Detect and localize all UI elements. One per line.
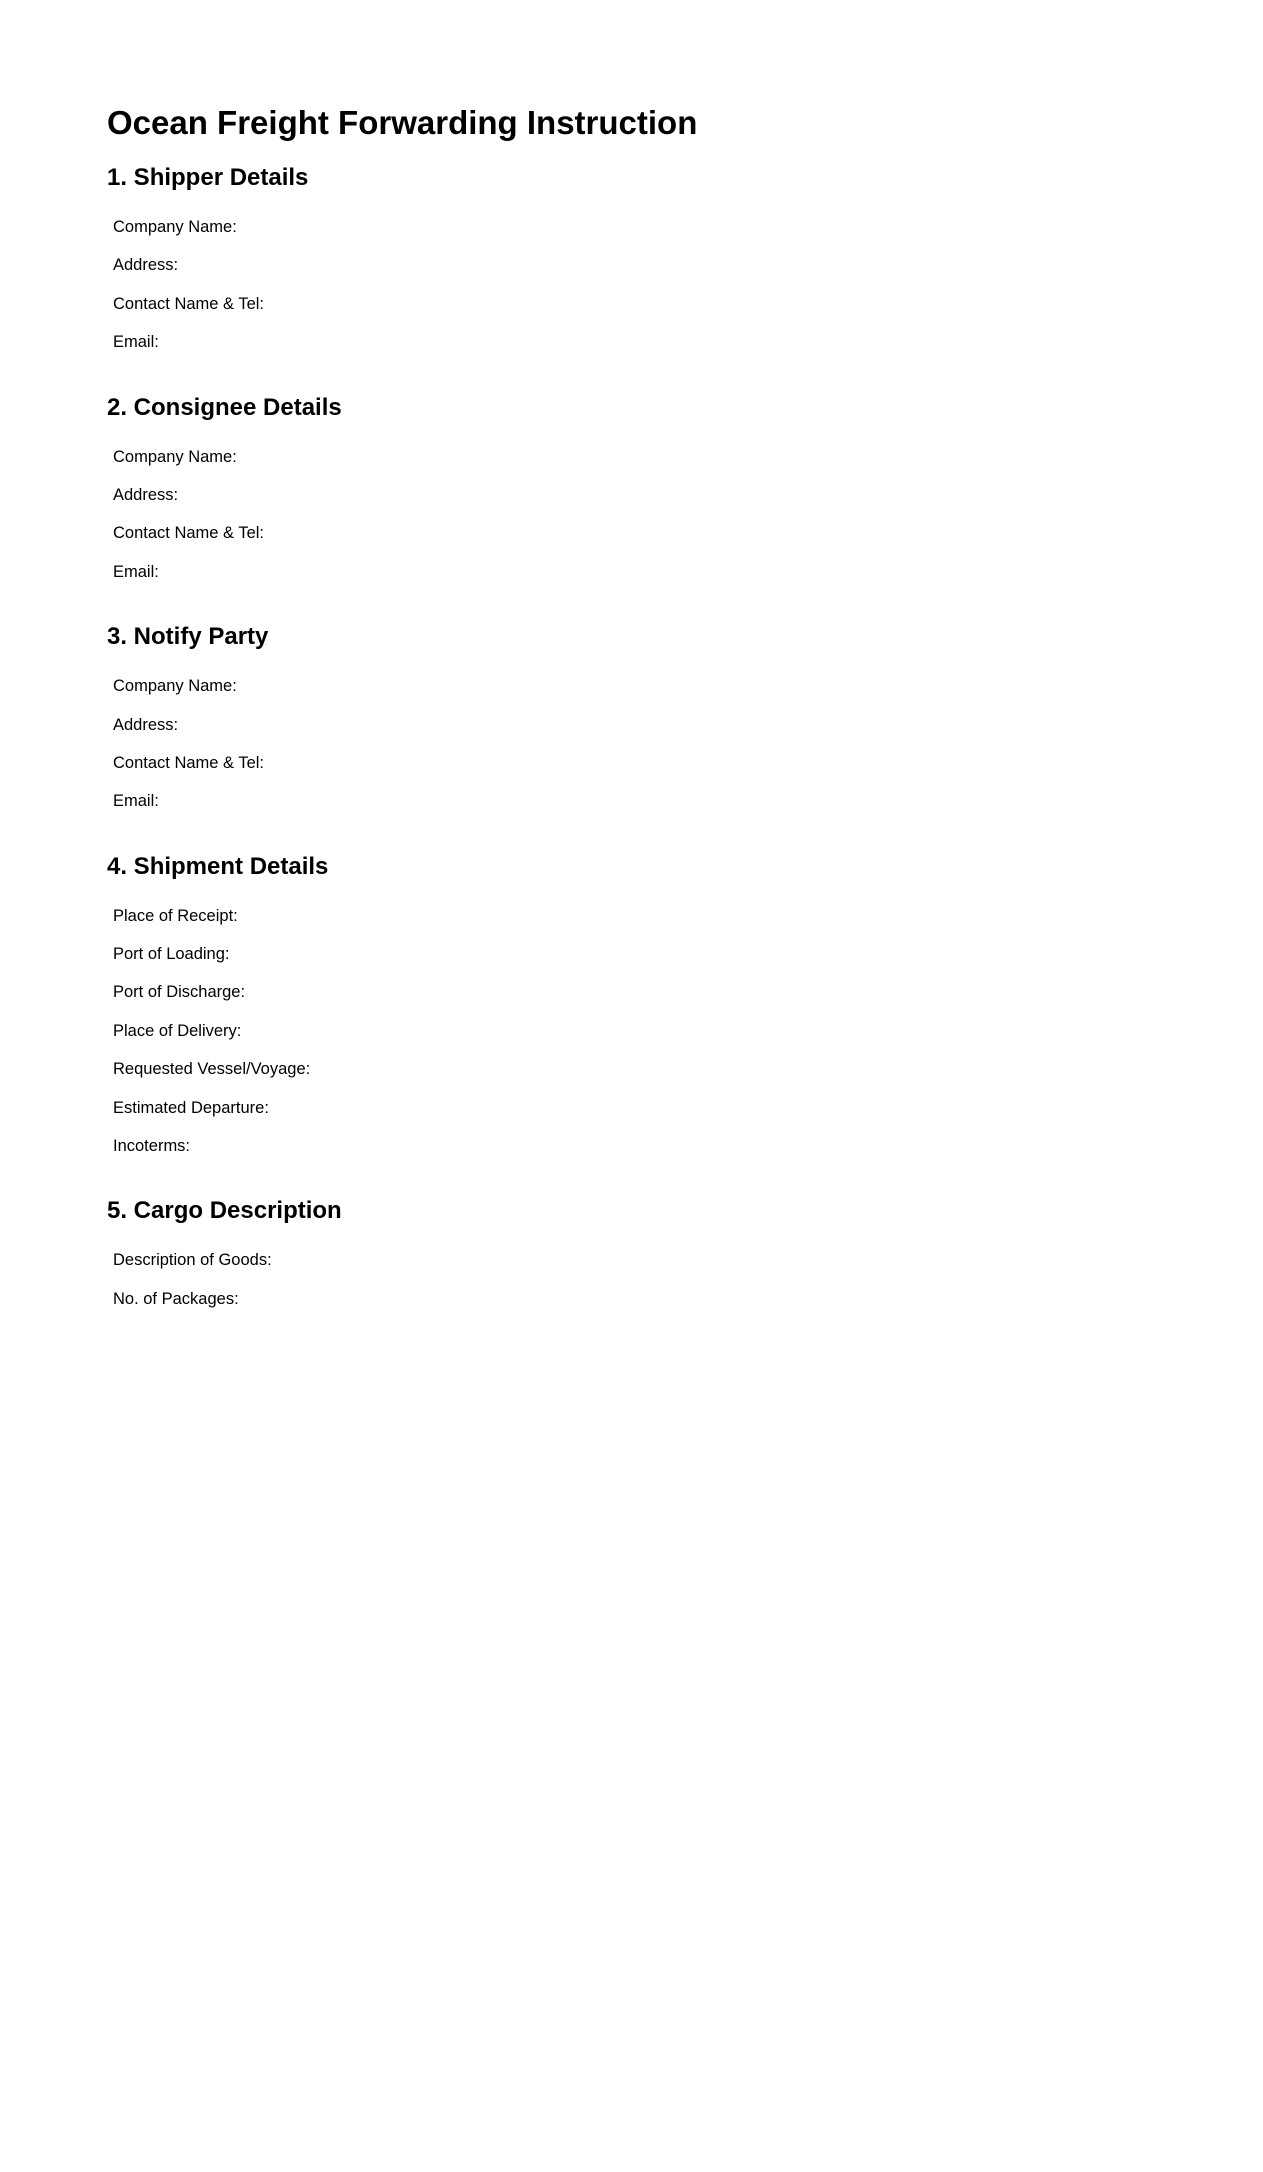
field-label: Estimated Departure: bbox=[113, 1098, 269, 1117]
field-list bbox=[107, 667, 1157, 821]
field-label: Email: bbox=[113, 333, 159, 352]
section bbox=[107, 163, 1157, 362]
section-heading: 2. Consignee Details bbox=[107, 393, 342, 421]
field-label: Address: bbox=[113, 256, 179, 275]
section bbox=[107, 1196, 1157, 1318]
field-label: Requested Vessel/Voyage: bbox=[113, 1060, 311, 1079]
field-list bbox=[107, 208, 1157, 362]
document bbox=[107, 103, 1157, 1318]
field-list bbox=[107, 438, 1157, 592]
section-heading: 5. Cargo Description bbox=[107, 1197, 342, 1225]
field-label: Address: bbox=[113, 715, 179, 734]
field-label: Company Name: bbox=[113, 218, 237, 236]
field-list bbox=[107, 897, 1157, 1166]
field-label: Company Name: bbox=[113, 677, 237, 696]
field-label: Company Name: bbox=[113, 447, 237, 466]
field-label: Port of Loading: bbox=[113, 945, 230, 964]
field-label: No. of Packages: bbox=[113, 1289, 239, 1308]
section-heading: 4. Shipment Details bbox=[107, 852, 329, 880]
field-label: Email: bbox=[113, 792, 159, 811]
field-label: Incoterms: bbox=[113, 1137, 191, 1156]
section bbox=[107, 393, 1157, 592]
sections bbox=[107, 163, 1157, 1318]
field-label: Contact Name & Tel: bbox=[113, 294, 265, 313]
field-label: Contact Name & Tel: bbox=[113, 524, 265, 543]
field-label: Place of Receipt: bbox=[113, 906, 238, 925]
field-label: Place of Delivery: bbox=[113, 1021, 242, 1040]
field-label: Email: bbox=[113, 562, 159, 581]
document-title: Ocean Freight Forwarding Instruction bbox=[107, 104, 698, 141]
field-list bbox=[107, 1241, 1157, 1318]
field-label: Port of Discharge: bbox=[113, 983, 246, 1002]
field-label: Description of Goods: bbox=[113, 1251, 272, 1270]
section bbox=[107, 622, 1157, 821]
section bbox=[107, 852, 1157, 1166]
section-heading: 3. Notify Party bbox=[107, 623, 269, 651]
field-label: Contact Name & Tel: bbox=[113, 753, 265, 772]
field-label: Address: bbox=[113, 485, 179, 504]
section-heading: 1. Shipper Details bbox=[107, 164, 309, 191]
